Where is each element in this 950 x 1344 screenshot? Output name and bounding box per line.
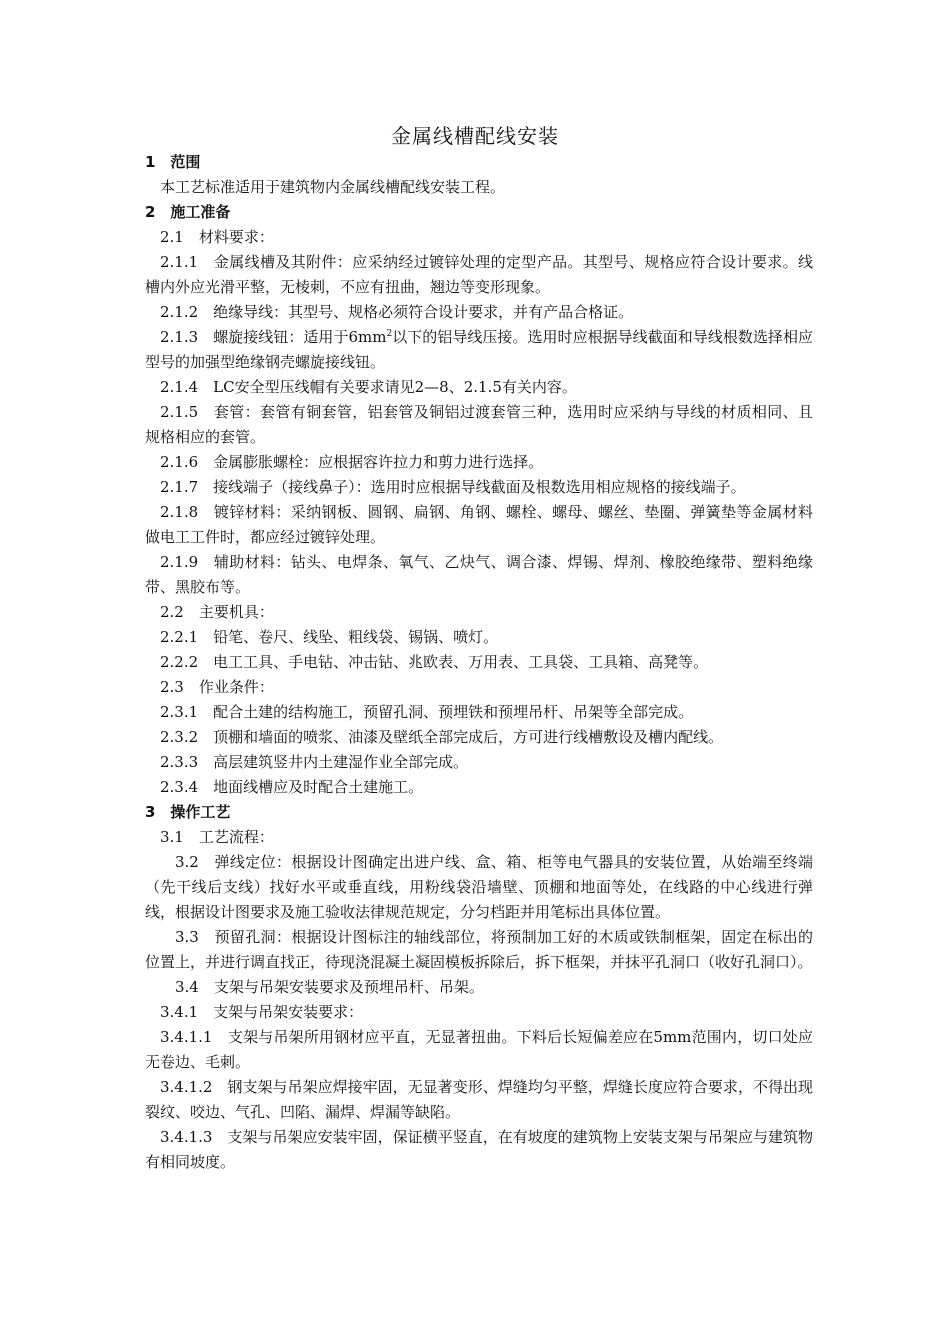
paragraph-2-1-4: 2.1.4 LC安全型压线帽有关要求请见2—8、2.1.5有关内容。 <box>160 378 577 396</box>
paragraph-2-1-8: 2.1.8 镀锌材料：采纳钢板、圆钢、扁钢、角钢、螺栓、螺母、螺丝、垫圈、弹簧垫等金属材料做电工工件时，都应经过镀锌处理。 <box>145 503 813 546</box>
subheading-3-4-1: 3.4.1 支架与吊架安装要求： <box>160 1003 364 1021</box>
paragraph-2-1-3-text-b: 以下的铝导线压接。选用时应根据导线截面和导线根数选择相应型号的加强型绝缘钢壳螺旋接线钮。 <box>145 328 813 371</box>
paragraph-3-4-1-3: 3.4.1.3 支架与吊架应安装牢固，保证横平竖直，在有坡度的建筑物上安装支架与吊架应与建筑物有相同坡度。 <box>145 1128 813 1171</box>
section-heading-2: 2 施工准备 <box>145 203 231 221</box>
paragraph-3-2: 3.2 弹线定位：根据设计图确定出进户线、盒、箱、柜等电气器具的安装位置，从始端至终端（先干线后支线）找好水平或垂直线，用粉线袋沿墙壁、顶棚和地面等处，在线路的中心线进行弹线，根据设计图要求及施工验收法律规范规定，分匀档距并用笔标出具体位置。 <box>145 853 813 921</box>
paragraph-2-1-1: 2.1.1 金属线槽及其附件：应采纳经过镀锌处理的定型产品。其型号、规格应符合设计要求。线槽内外应光滑平整，无棱刺，不应有扭曲，翘边等变形现象。 <box>145 253 813 296</box>
paragraph-2-3-4: 2.3.4 地面线槽应及时配合土建施工。 <box>160 778 424 796</box>
section-heading-3: 3 操作工艺 <box>145 803 231 821</box>
paragraph-2-1-2: 2.1.2 绝缘导线：其型号、规格必须符合设计要求，并有产品合格证。 <box>160 303 634 321</box>
document-title: 金属线槽配线安装 <box>391 124 559 148</box>
paragraph-3-4: 3.4 支架与吊架安装要求及预埋吊杆、吊架。 <box>175 978 484 996</box>
paragraph-2-3-1: 2.3.1 配合土建的结构施工，预留孔洞、预埋铁和预埋吊杆、吊架等全部完成。 <box>160 703 694 721</box>
subheading-2-2: 2.2 主要机具： <box>160 603 274 621</box>
paragraph-2-1-6: 2.1.6 金属膨胀螺栓：应根据容许拉力和剪力进行选择。 <box>160 453 544 471</box>
document-body <box>145 150 813 1175</box>
section-heading-1: 1 范围 <box>145 153 201 171</box>
subheading-3-1: 3.1 工艺流程： <box>160 828 274 846</box>
paragraph-3-4-1-2: 3.4.1.2 钢支架与吊架应焊接牢固，无显著变形、焊缝均匀平整，焊缝长度应符合要求，不得出现裂纹、咬边、气孔、凹陷、漏焊、焊漏等缺陷。 <box>145 1078 813 1121</box>
paragraph-2-3-3: 2.3.3 高层建筑竖井内土建湿作业全部完成。 <box>160 753 469 771</box>
paragraph-2-1-5: 2.1.5 套管：套管有铜套管，铝套管及铜铝过渡套管三种，选用时应采纳与导线的材质相同、且规格相应的套管。 <box>145 403 813 446</box>
paragraph-3-3: 3.3 预留孔洞：根据设计图标注的轴线部位，将预制加工好的木质或铁制框架，固定在标出的位置上，并进行调直找正，待现浇混凝土凝固模板拆除后，拆下框架，并抹平孔洞口（收好孔洞口）。 <box>145 928 813 971</box>
superscript-2: 2 <box>386 329 393 339</box>
subheading-2-1: 2.1 材料要求： <box>160 228 274 246</box>
paragraph-2-1-7: 2.1.7 接线端子（接线鼻子）：选用时应根据导线截面及根数选用相应规格的接线端子。 <box>160 478 746 496</box>
paragraph-scope: 本工艺标准适用于建筑物内金属线槽配线安装工程。 <box>160 178 506 196</box>
paragraph-2-2-2: 2.2.2 电工工具、手电钻、冲击钻、兆欧表、万用表、工具袋、工具箱、高凳等。 <box>160 653 709 671</box>
subheading-2-3: 2.3 作业条件： <box>160 678 274 696</box>
paragraph-2-1-3 <box>145 325 813 375</box>
paragraph-2-1-3-text-a: 2.1.3 螺旋接线钮：适用于6mm <box>160 328 387 346</box>
paragraph-3-4-1-1: 3.4.1.1 支架与吊架所用钢材应平直，无显著扭曲。下料后长短偏差应在5mm范围内，切口处应无卷边、毛刺。 <box>145 1028 813 1071</box>
paragraph-2-1-9: 2.1.9 辅助材料：钻头、电焊条、氧气、乙炔气、调合漆、焊锡、焊剂、橡胶绝缘带、塑料绝缘带、黑胶布等。 <box>145 553 813 596</box>
paragraph-2-2-1: 2.2.1 铅笔、卷尺、线坠、粗线袋、锡锅、喷灯。 <box>160 628 499 646</box>
paragraph-2-3-2: 2.3.2 顶棚和墙面的喷浆、油漆及壁纸全部完成后，方可进行线槽敷设及槽内配线。 <box>160 728 724 746</box>
